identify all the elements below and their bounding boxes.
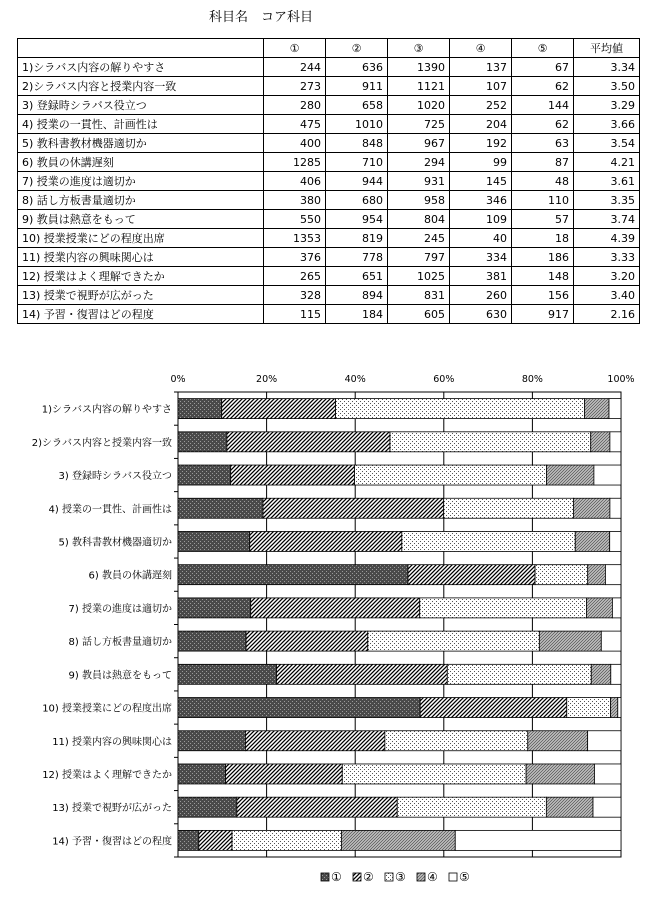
- value-cell: 1010: [326, 115, 388, 134]
- bar-segment-series-2: [237, 797, 397, 817]
- value-cell: 651: [326, 267, 388, 286]
- value-cell: 156: [512, 286, 574, 305]
- value-cell: 931: [388, 172, 450, 191]
- bar-segment-series-4: [584, 399, 609, 419]
- value-cell: 109: [450, 210, 512, 229]
- bar-segment-series-2: [245, 731, 384, 751]
- value-cell: 3.20: [574, 267, 640, 286]
- bar-segment-series-5: [588, 731, 621, 751]
- plot-area-frame: [178, 392, 621, 857]
- bar-segment-series-2: [276, 664, 447, 684]
- bar-segment-series-1: [178, 565, 408, 585]
- bar-segment-series-5: [618, 698, 621, 718]
- bar-segment-series-4: [591, 432, 610, 452]
- table-row: [18, 58, 640, 77]
- category-label: 10) 授業授業にどの程度出席: [42, 703, 172, 715]
- value-cell: 967: [388, 134, 450, 153]
- bar-segment-series-3: [444, 498, 574, 518]
- value-cell: 2.16: [574, 305, 640, 324]
- table-header: [18, 39, 640, 58]
- value-cell: 18: [512, 229, 574, 248]
- x-tick-label: 40%: [344, 374, 366, 385]
- table-row: [18, 210, 640, 229]
- value-cell: 406: [264, 172, 326, 191]
- bar-segment-series-4: [591, 664, 611, 684]
- bar-segment-series-2: [199, 830, 232, 850]
- value-cell: 1285: [264, 153, 326, 172]
- value-cell: 710: [326, 153, 388, 172]
- value-cell: 137: [450, 58, 512, 77]
- legend-swatch: [353, 873, 361, 881]
- row-label-cell: 10) 授業授業にどの程度出席: [18, 229, 264, 248]
- bar-segment-series-5: [594, 465, 621, 485]
- category-label: 9) 教員は熱意をもって: [68, 670, 172, 682]
- value-cell: 658: [326, 96, 388, 115]
- bar-segment-series-4: [526, 764, 594, 784]
- value-cell: 252: [450, 96, 512, 115]
- table-row: [18, 96, 640, 115]
- value-cell: 911: [326, 77, 388, 96]
- bar-segment-series-3: [336, 399, 585, 419]
- bar-segment-series-4: [586, 598, 612, 618]
- value-cell: 804: [388, 210, 450, 229]
- value-cell: 605: [388, 305, 450, 324]
- value-cell: 63: [512, 134, 574, 153]
- bar-segment-series-5: [605, 565, 621, 585]
- bar-segment-series-3: [342, 764, 526, 784]
- bar-segment-series-1: [178, 531, 250, 551]
- bar-segment-series-3: [390, 432, 591, 452]
- value-cell: 245: [388, 229, 450, 248]
- value-cell: 3.40: [574, 286, 640, 305]
- category-label: 8) 話し方板書量適切か: [68, 637, 172, 649]
- table-row: [18, 77, 640, 96]
- value-cell: 40: [450, 229, 512, 248]
- bar-segment-series-2: [420, 698, 567, 718]
- value-cell: 144: [512, 96, 574, 115]
- column-header: ⑤: [512, 39, 574, 58]
- bar-segment-series-3: [535, 565, 588, 585]
- value-cell: 380: [264, 191, 326, 210]
- value-cell: 894: [326, 286, 388, 305]
- bar-segment-series-5: [593, 797, 621, 817]
- value-cell: 944: [326, 172, 388, 191]
- bar-segment-series-1: [178, 399, 222, 419]
- value-cell: 260: [450, 286, 512, 305]
- value-cell: 3.29: [574, 96, 640, 115]
- value-cell: 958: [388, 191, 450, 210]
- bar-segment-series-2: [246, 631, 368, 651]
- table-row: [18, 305, 640, 324]
- value-cell: 3.35: [574, 191, 640, 210]
- value-cell: 376: [264, 248, 326, 267]
- value-cell: 184: [326, 305, 388, 324]
- table-row: [18, 286, 640, 305]
- bar-segment-series-5: [601, 631, 621, 651]
- legend-label: ⑤: [459, 870, 470, 884]
- table-row: [18, 172, 640, 191]
- bar-segment-series-3: [355, 465, 547, 485]
- legend-swatch: [385, 873, 393, 881]
- x-axis-ticks: [170, 374, 634, 385]
- bar-segment-series-3: [447, 664, 591, 684]
- row-label-cell: 12) 授業はよく理解できたか: [18, 267, 264, 286]
- bar-segment-series-4: [611, 698, 618, 718]
- value-cell: 67: [512, 58, 574, 77]
- value-cell: 294: [388, 153, 450, 172]
- value-cell: 636: [326, 58, 388, 77]
- bar-segment-series-5: [611, 664, 621, 684]
- row-label-cell: 2)シラバス内容と授業内容一致: [18, 77, 264, 96]
- value-cell: 778: [326, 248, 388, 267]
- legend-label: ④: [427, 870, 438, 884]
- row-label-cell: 11) 授業内容の興味関心は: [18, 248, 264, 267]
- row-label-cell: 5) 教科書教材機器適切か: [18, 134, 264, 153]
- stacked-bar-chart: [0, 365, 652, 915]
- bar-segment-series-3: [385, 731, 528, 751]
- table-header-row: [18, 39, 640, 58]
- chart-grid: [174, 392, 621, 857]
- legend-label: ③: [395, 870, 406, 884]
- bar-segment-series-1: [178, 498, 263, 518]
- row-label-cell: 8) 話し方板書量適切か: [18, 191, 264, 210]
- value-cell: 1353: [264, 229, 326, 248]
- bar-segment-series-4: [528, 731, 588, 751]
- value-cell: 1025: [388, 267, 450, 286]
- value-cell: 4.39: [574, 229, 640, 248]
- chart-legend: [321, 870, 470, 884]
- value-cell: 1020: [388, 96, 450, 115]
- bar-segment-series-3: [397, 797, 546, 817]
- value-cell: 400: [264, 134, 326, 153]
- value-cell: 334: [450, 248, 512, 267]
- bar-segment-series-1: [178, 598, 251, 618]
- survey-results-table: [17, 38, 640, 324]
- value-cell: 186: [512, 248, 574, 267]
- category-label: 13) 授業で視野が広がった: [52, 803, 172, 815]
- course-title: 科目名 コア科目: [209, 10, 314, 25]
- bar-segment-series-2: [226, 764, 343, 784]
- legend-label: ①: [331, 870, 342, 884]
- bar-segment-series-2: [222, 399, 336, 419]
- bar-segment-series-2: [251, 598, 420, 618]
- category-labels: [32, 403, 172, 848]
- bar-segment-series-1: [178, 432, 227, 452]
- bar-segment-series-4: [573, 498, 609, 518]
- value-cell: 328: [264, 286, 326, 305]
- category-label: 12) 授業はよく理解できたか: [42, 769, 172, 781]
- value-cell: 110: [512, 191, 574, 210]
- bar-segment-series-1: [178, 664, 276, 684]
- value-cell: 954: [326, 210, 388, 229]
- value-cell: 99: [450, 153, 512, 172]
- row-label-cell: 4) 授業の一貫性、計画性は: [18, 115, 264, 134]
- value-cell: 819: [326, 229, 388, 248]
- bar-segment-series-5: [609, 399, 621, 419]
- column-header: ②: [326, 39, 388, 58]
- chart-bars: [178, 399, 621, 851]
- value-cell: 62: [512, 115, 574, 134]
- value-cell: 148: [512, 267, 574, 286]
- value-cell: 280: [264, 96, 326, 115]
- legend-label: ②: [363, 870, 374, 884]
- value-cell: 204: [450, 115, 512, 134]
- value-cell: 346: [450, 191, 512, 210]
- value-cell: 848: [326, 134, 388, 153]
- value-cell: 3.34: [574, 58, 640, 77]
- bar-segment-series-5: [610, 498, 621, 518]
- bar-segment-series-1: [178, 797, 237, 817]
- value-cell: 630: [450, 305, 512, 324]
- value-cell: 917: [512, 305, 574, 324]
- bar-segment-series-1: [178, 731, 245, 751]
- table-row: [18, 267, 640, 286]
- bar-segment-series-5: [610, 531, 621, 551]
- table-body: [18, 58, 640, 324]
- table-row: [18, 115, 640, 134]
- bar-segment-series-5: [612, 598, 621, 618]
- column-header: ④: [450, 39, 512, 58]
- category-label: 4) 授業の一貫性、計画性は: [48, 504, 172, 516]
- category-label: 6) 教員の休講遅刻: [88, 570, 172, 582]
- value-cell: 87: [512, 153, 574, 172]
- x-tick-label: 20%: [256, 374, 278, 385]
- bar-segment-series-4: [588, 565, 606, 585]
- x-tick-label: 80%: [521, 374, 543, 385]
- value-cell: 192: [450, 134, 512, 153]
- bar-segment-series-4: [546, 797, 593, 817]
- bar-segment-series-3: [402, 531, 575, 551]
- value-cell: 3.66: [574, 115, 640, 134]
- bar-segment-series-3: [420, 598, 587, 618]
- value-cell: 4.21: [574, 153, 640, 172]
- bar-segment-series-5: [594, 764, 621, 784]
- bar-segment-series-2: [263, 498, 444, 518]
- bar-segment-series-1: [178, 698, 420, 718]
- value-cell: 273: [264, 77, 326, 96]
- legend-swatch: [417, 873, 425, 881]
- value-cell: 115: [264, 305, 326, 324]
- value-cell: 3.74: [574, 210, 640, 229]
- row-label-cell: 14) 予習・復習はどの程度: [18, 305, 264, 324]
- column-header: ①: [264, 39, 326, 58]
- legend-swatch: [449, 873, 457, 881]
- value-cell: 1390: [388, 58, 450, 77]
- column-header: ③: [388, 39, 450, 58]
- table-row: [18, 134, 640, 153]
- value-cell: 550: [264, 210, 326, 229]
- value-cell: 3.54: [574, 134, 640, 153]
- bar-segment-series-2: [250, 531, 402, 551]
- bar-segment-series-5: [610, 432, 621, 452]
- row-label-cell: 9) 教員は熱意をもって: [18, 210, 264, 229]
- category-label: 5) 教科書教材機器適切か: [58, 537, 172, 549]
- column-header: [18, 39, 264, 58]
- value-cell: 62: [512, 77, 574, 96]
- value-cell: 680: [326, 191, 388, 210]
- bar-segment-series-4: [575, 531, 609, 551]
- row-label-cell: 3) 登録時シラバス役立つ: [18, 96, 264, 115]
- value-cell: 1121: [388, 77, 450, 96]
- bar-segment-series-2: [231, 465, 355, 485]
- value-cell: 265: [264, 267, 326, 286]
- bar-segment-series-5: [455, 830, 621, 850]
- value-cell: 145: [450, 172, 512, 191]
- x-tick-label: 100%: [607, 374, 635, 385]
- bar-segment-series-3: [232, 830, 341, 850]
- table-row: [18, 248, 640, 267]
- value-cell: 3.33: [574, 248, 640, 267]
- row-label-cell: 6) 教員の休講遅刻: [18, 153, 264, 172]
- row-label-cell: 13) 授業で視野が広がった: [18, 286, 264, 305]
- row-label-cell: 1)シラバス内容の解りやすさ: [18, 58, 264, 77]
- table-row: [18, 153, 640, 172]
- bar-segment-series-1: [178, 631, 246, 651]
- category-label: 11) 授業内容の興味関心は: [52, 736, 172, 748]
- value-cell: 3.50: [574, 77, 640, 96]
- category-label: 7) 授業の進度は適切か: [68, 603, 172, 615]
- value-cell: 725: [388, 115, 450, 134]
- bar-segment-series-1: [178, 830, 199, 850]
- category-label: 1)シラバス内容の解りやすさ: [41, 404, 172, 416]
- table-row: [18, 191, 640, 210]
- column-header: 平均値: [574, 39, 640, 58]
- bar-segment-series-4: [341, 830, 455, 850]
- row-label-cell: 7) 授業の進度は適切か: [18, 172, 264, 191]
- bar-segment-series-3: [567, 698, 611, 718]
- bar-segment-series-3: [368, 631, 540, 651]
- value-cell: 57: [512, 210, 574, 229]
- category-label: 3) 登録時シラバス役立つ: [58, 471, 172, 483]
- x-tick-label: 0%: [170, 374, 186, 385]
- legend-swatch: [321, 873, 329, 881]
- value-cell: 831: [388, 286, 450, 305]
- value-cell: 48: [512, 172, 574, 191]
- bar-segment-series-4: [539, 631, 601, 651]
- value-cell: 107: [450, 77, 512, 96]
- bar-segment-series-2: [408, 565, 535, 585]
- table-row: [18, 229, 640, 248]
- value-cell: 797: [388, 248, 450, 267]
- category-label: 2)シラバス内容と授業内容一致: [31, 437, 172, 449]
- value-cell: 475: [264, 115, 326, 134]
- value-cell: 381: [450, 267, 512, 286]
- value-cell: 244: [264, 58, 326, 77]
- bar-segment-series-1: [178, 465, 231, 485]
- bar-segment-series-4: [546, 465, 593, 485]
- bar-segment-series-1: [178, 764, 226, 784]
- x-tick-label: 60%: [433, 374, 455, 385]
- value-cell: 3.61: [574, 172, 640, 191]
- category-label: 14) 予習・復習はどの程度: [52, 836, 172, 848]
- bar-segment-series-2: [227, 432, 390, 452]
